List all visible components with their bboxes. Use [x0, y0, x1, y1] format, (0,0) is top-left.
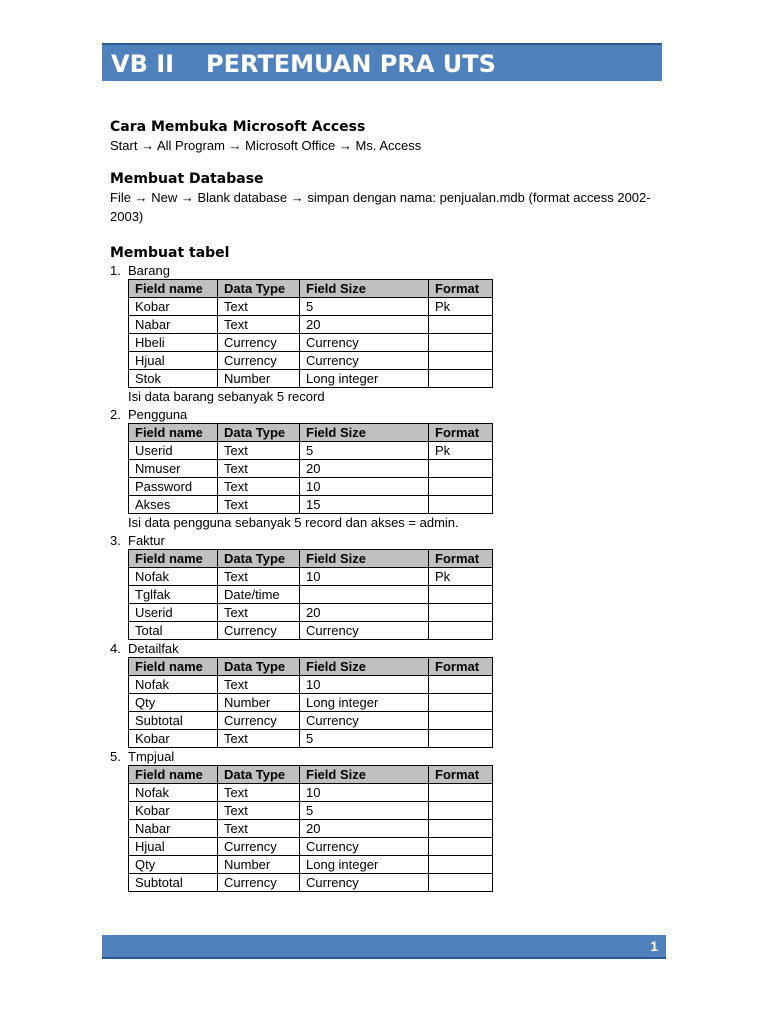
table-cell: Tglfak: [129, 586, 218, 604]
table-cell: Nofak: [129, 784, 218, 802]
table-cell: Text: [218, 568, 300, 586]
table-header-row: [129, 550, 493, 568]
page-number: 1: [650, 938, 658, 954]
column-header: Field name: [129, 550, 218, 568]
table-row: [129, 694, 493, 712]
column-header: Field Size: [300, 550, 429, 568]
table-row: [129, 334, 493, 352]
table-cell: Qty: [129, 856, 218, 874]
path-step: simpan dengan nama: penjualan.mdb (format access 2002-2003): [110, 190, 651, 224]
table-cell: Currency: [300, 838, 429, 856]
table-row: [129, 784, 493, 802]
table-cell: Currency: [218, 838, 300, 856]
table-cell: Currency: [300, 352, 429, 370]
table-cell: Text: [218, 316, 300, 334]
path-step: Ms. Access: [355, 138, 422, 153]
section-open-access: [110, 118, 666, 155]
table-row: [129, 316, 493, 334]
table-item-title: [110, 748, 666, 765]
table-cell: Kobar: [129, 802, 218, 820]
table-cell: [300, 586, 429, 604]
arrow-right-icon: →: [228, 138, 242, 153]
column-header: Field name: [129, 658, 218, 676]
table-cell: 20: [300, 316, 429, 334]
field-table: [128, 549, 493, 640]
table-cell: [429, 316, 493, 334]
table-cell: Text: [218, 460, 300, 478]
section-heading: Membuat tabel: [110, 245, 230, 261]
table-cell: [429, 604, 493, 622]
table-item-title: [110, 532, 666, 549]
table-row: [129, 838, 493, 856]
table-row: [129, 478, 493, 496]
field-table: [128, 765, 493, 892]
table-cell: Kobar: [129, 730, 218, 748]
table-cell: Text: [218, 676, 300, 694]
table-cell: Currency: [300, 712, 429, 730]
table-cell: Subtotal: [129, 874, 218, 892]
page-title: PERTEMUAN PRA UTS: [206, 50, 496, 78]
table-row: [129, 442, 493, 460]
table-cell: Text: [218, 298, 300, 316]
table-row: [129, 712, 493, 730]
column-header: Format: [429, 550, 493, 568]
table-header-row: [129, 424, 493, 442]
column-header: Field name: [129, 280, 218, 298]
table-cell: 10: [300, 478, 429, 496]
table-cell: Date/time: [218, 586, 300, 604]
arrow-right-icon: →: [134, 190, 148, 205]
table-cell: [429, 802, 493, 820]
table-note: Isi data barang sebanyak 5 record: [128, 389, 325, 404]
table-cell: Currency: [218, 622, 300, 640]
column-header: Field Size: [300, 766, 429, 784]
table-cell: Pk: [429, 298, 493, 316]
table-cell: [429, 838, 493, 856]
table-cell: Currency: [300, 874, 429, 892]
section-heading: Cara Membuka Microsoft Access: [110, 119, 366, 135]
item-name: Detailfak: [128, 641, 179, 656]
path-step: New: [151, 190, 178, 205]
arrow-right-icon: →: [290, 190, 304, 205]
table-row: [129, 496, 493, 514]
table-cell: Subtotal: [129, 712, 218, 730]
table-row: [129, 802, 493, 820]
table-cell: Text: [218, 442, 300, 460]
table-cell: [429, 820, 493, 838]
column-header: Data Type: [218, 658, 300, 676]
table-cell: Userid: [129, 442, 218, 460]
table-cell: Hbeli: [129, 334, 218, 352]
table-cell: Currency: [300, 622, 429, 640]
path-step: Blank database: [197, 190, 288, 205]
section-heading: Membuat Database: [110, 171, 264, 187]
item-name: Pengguna: [128, 407, 188, 422]
table-cell: [429, 712, 493, 730]
footer-bar: [102, 935, 666, 959]
table-cell: [429, 478, 493, 496]
path-step: All Program: [157, 138, 225, 153]
table-cell: Currency: [218, 712, 300, 730]
table-cell: Text: [218, 820, 300, 838]
column-header: Field name: [129, 766, 218, 784]
table-cell: Text: [218, 802, 300, 820]
table-row: [129, 874, 493, 892]
menu-path: [110, 188, 666, 226]
table-cell: Currency: [300, 334, 429, 352]
table-note: Isi data pengguna sebanyak 5 record dan akses = admin.: [128, 515, 459, 530]
column-header: Field name: [129, 424, 218, 442]
item-name: Barang: [128, 263, 170, 278]
menu-path: [110, 136, 666, 155]
arrow-right-icon: →: [338, 138, 352, 153]
table-list: [110, 262, 666, 892]
item-number: 1.: [110, 263, 121, 278]
column-header: Field Size: [300, 280, 429, 298]
table-cell: 20: [300, 604, 429, 622]
table-row: [129, 820, 493, 838]
table-cell: [429, 460, 493, 478]
table-cell: 10: [300, 784, 429, 802]
table-cell: Nabar: [129, 316, 218, 334]
table-cell: 20: [300, 820, 429, 838]
table-row: [129, 370, 493, 388]
table-cell: Akses: [129, 496, 218, 514]
table-cell: 15: [300, 496, 429, 514]
table-cell: Currency: [218, 352, 300, 370]
table-row: [129, 604, 493, 622]
course-code: VB II: [111, 50, 175, 78]
table-item-title: [110, 406, 666, 423]
field-table: [128, 423, 493, 514]
table-cell: [429, 622, 493, 640]
table-cell: Password: [129, 478, 218, 496]
table-cell: Userid: [129, 604, 218, 622]
table-cell: [429, 676, 493, 694]
table-cell: [429, 784, 493, 802]
table-item-title: [110, 640, 666, 657]
table-cell: Nofak: [129, 568, 218, 586]
table-row: [129, 586, 493, 604]
item-number: 5.: [110, 749, 121, 764]
column-header: Format: [429, 280, 493, 298]
item-number: 3.: [110, 533, 121, 548]
table-cell: Number: [218, 370, 300, 388]
table-cell: Text: [218, 604, 300, 622]
table-cell: Nofak: [129, 676, 218, 694]
table-cell: [429, 586, 493, 604]
table-cell: Kobar: [129, 298, 218, 316]
table-cell: Number: [218, 856, 300, 874]
arrow-right-icon: →: [141, 138, 155, 153]
table-row: [129, 676, 493, 694]
table-row: [129, 298, 493, 316]
document-body: [110, 118, 666, 892]
column-header: Format: [429, 766, 493, 784]
column-header: Data Type: [218, 424, 300, 442]
table-cell: Qty: [129, 694, 218, 712]
column-header: Format: [429, 658, 493, 676]
path-step: Microsoft Office: [245, 138, 336, 153]
table-row: [129, 568, 493, 586]
table-row: [129, 856, 493, 874]
table-cell: Long integer: [300, 370, 429, 388]
table-item-title: [110, 262, 666, 279]
column-header: Data Type: [218, 550, 300, 568]
table-cell: 5: [300, 730, 429, 748]
table-cell: 5: [300, 442, 429, 460]
table-header-row: [129, 658, 493, 676]
item-number: 2.: [110, 407, 121, 422]
field-table: [128, 657, 493, 748]
table-row: [129, 460, 493, 478]
table-row: [129, 352, 493, 370]
table-cell: Nabar: [129, 820, 218, 838]
table-cell: Currency: [218, 334, 300, 352]
table-cell: [429, 694, 493, 712]
table-cell: [429, 856, 493, 874]
field-table: [128, 279, 493, 388]
table-row: [129, 622, 493, 640]
column-header: Data Type: [218, 766, 300, 784]
table-cell: [429, 730, 493, 748]
table-cell: [429, 334, 493, 352]
table-cell: 10: [300, 568, 429, 586]
header-bar: [102, 43, 662, 81]
table-cell: 20: [300, 460, 429, 478]
table-cell: [429, 352, 493, 370]
table-cell: Text: [218, 478, 300, 496]
table-cell: Stok: [129, 370, 218, 388]
table-cell: Text: [218, 730, 300, 748]
table-cell: Pk: [429, 568, 493, 586]
column-header: Data Type: [218, 280, 300, 298]
table-cell: Number: [218, 694, 300, 712]
table-cell: 5: [300, 298, 429, 316]
path-step: File: [110, 190, 131, 205]
column-header: Format: [429, 424, 493, 442]
table-cell: Long integer: [300, 694, 429, 712]
table-cell: Pk: [429, 442, 493, 460]
table-cell: Nmuser: [129, 460, 218, 478]
table-header-row: [129, 766, 493, 784]
table-cell: Hjual: [129, 838, 218, 856]
table-cell: [429, 874, 493, 892]
path-step: Start: [110, 138, 138, 153]
item-number: 4.: [110, 641, 121, 656]
table-cell: Total: [129, 622, 218, 640]
table-cell: Hjual: [129, 352, 218, 370]
column-header: Field Size: [300, 658, 429, 676]
table-header-row: [129, 280, 493, 298]
column-header: Field Size: [300, 424, 429, 442]
table-cell: 10: [300, 676, 429, 694]
section-create-tables: [110, 244, 666, 892]
table-cell: 5: [300, 802, 429, 820]
section-create-database: [110, 170, 666, 226]
table-cell: [429, 496, 493, 514]
item-name: Tmpjual: [128, 749, 175, 764]
table-cell: Text: [218, 496, 300, 514]
table-cell: Text: [218, 784, 300, 802]
table-cell: Long integer: [300, 856, 429, 874]
table-cell: Currency: [218, 874, 300, 892]
arrow-right-icon: →: [180, 190, 194, 205]
item-name: Faktur: [128, 533, 165, 548]
table-cell: [429, 370, 493, 388]
table-row: [129, 730, 493, 748]
